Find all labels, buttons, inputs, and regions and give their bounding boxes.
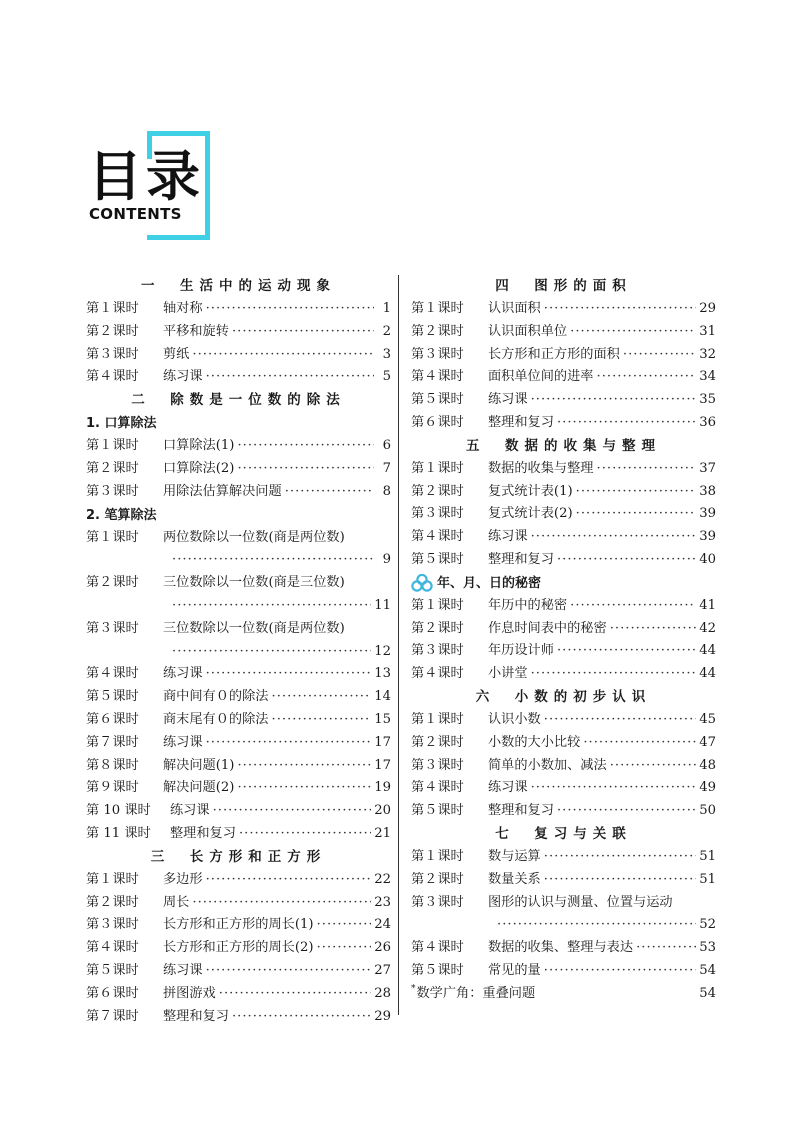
toc-entry[interactable]	[86, 1006, 391, 1029]
lesson-name: 口算除法(1)	[163, 438, 235, 454]
leader-dots	[172, 595, 371, 618]
page-number: 42	[699, 620, 716, 636]
lesson-name: 数量关系	[488, 871, 541, 887]
lesson-name: 简单的小数加、减法	[488, 757, 607, 773]
lesson-name: 整理和复习	[170, 825, 236, 841]
page-number: 39	[699, 529, 716, 545]
lesson-number: 第１课时	[411, 301, 464, 316]
lesson-number: 第１课时	[411, 711, 464, 727]
toc-entry[interactable]	[86, 481, 391, 504]
toc-entry[interactable]	[411, 800, 716, 823]
lesson-name: 认识面积	[488, 301, 541, 316]
chapter-title: 二 除数是一位数的除法	[131, 392, 346, 409]
leader-dots	[583, 732, 696, 755]
toc-entry[interactable]	[86, 527, 391, 573]
leader-dots	[610, 755, 697, 778]
lesson-name: 解决问题(1)	[163, 757, 235, 773]
toc-entry[interactable]	[86, 366, 391, 389]
page-subtitle: CONTENTS	[89, 205, 182, 223]
lesson-name: 年历设计师	[488, 643, 554, 659]
leader-dots	[206, 732, 372, 755]
lesson-number: 第７课时	[86, 734, 139, 750]
chapter-title: 一 生活中的运动现象	[141, 278, 336, 294]
page-number: 8	[382, 483, 391, 499]
page-number: 12	[374, 643, 391, 659]
page-number: 50	[699, 803, 716, 819]
lesson-number: 第４课时	[411, 529, 464, 545]
leader-dots	[192, 892, 371, 915]
lesson-name: 复式统计表(2)	[488, 506, 573, 522]
lesson-number: 第 11 课时	[86, 825, 151, 841]
lesson-name: 练习课	[163, 369, 203, 385]
lesson-name: 两位数除以一位数(商是两位数)	[163, 529, 345, 545]
leader-dots	[213, 800, 372, 823]
toc-entry[interactable]	[411, 618, 716, 641]
leader-dots	[206, 298, 374, 321]
lesson-name: 整理和复习	[488, 414, 554, 430]
leader-dots	[544, 960, 696, 983]
optional-marker: *	[411, 984, 416, 995]
toc-entry[interactable]	[86, 458, 391, 481]
lesson-name: 练习课	[170, 803, 210, 819]
leader-dots	[237, 458, 374, 481]
lesson-name: 口算除法(2)	[163, 460, 235, 476]
page-number: 37	[699, 460, 716, 476]
toc-entry[interactable]	[86, 983, 391, 1006]
lesson-number: 第４课时	[411, 940, 464, 956]
toc-entry[interactable]	[411, 937, 716, 960]
toc-right-column	[411, 275, 716, 1006]
leader-dots	[172, 549, 374, 572]
lesson-name: 练习课	[488, 529, 528, 545]
leader-dots	[544, 846, 696, 869]
leader-dots	[317, 914, 372, 937]
lesson-name: 长方形和正方形的周长(1)	[163, 917, 314, 933]
toc-entry[interactable]	[86, 914, 391, 937]
toc-entry[interactable]	[411, 640, 716, 663]
lesson-name: 数据的收集、整理与表达	[488, 940, 634, 956]
lesson-name: 数学广角：重叠问题	[416, 985, 536, 1001]
page-number: 34	[699, 369, 716, 385]
page-number: 19	[374, 780, 391, 796]
lesson-number: 第１课时	[86, 301, 139, 316]
lesson-number: 第５课时	[86, 689, 139, 705]
leader-dots	[531, 389, 697, 412]
chapter-title: 七 复习与关联	[495, 825, 632, 842]
toc-entry[interactable]	[411, 892, 716, 938]
toc-entry[interactable]	[411, 663, 716, 686]
lesson-number: 第６课时	[86, 711, 139, 727]
lesson-number: 第 10 课时	[86, 803, 151, 819]
page-number: 26	[374, 940, 391, 956]
chapter-title: 五 数据的收集与整理	[466, 437, 661, 454]
lesson-name: 认识面积单位	[488, 323, 568, 339]
toc-entry[interactable]	[411, 846, 716, 869]
toc-entry[interactable]	[86, 709, 391, 732]
toc-entry[interactable]	[411, 755, 716, 778]
leader-dots	[219, 983, 371, 1006]
lesson-number: 第３课时	[86, 917, 139, 933]
page-number: 13	[374, 666, 391, 682]
lesson-number: 第４课时	[411, 780, 464, 796]
lesson-number: 第３课时	[86, 346, 139, 362]
lesson-number: 第４课时	[86, 940, 139, 956]
page-number: 23	[374, 894, 391, 910]
toc-entry[interactable]	[411, 366, 716, 389]
toc-entry[interactable]	[411, 344, 716, 367]
toc-entry[interactable]	[86, 755, 391, 778]
leader-dots	[570, 595, 696, 618]
page-number: 24	[374, 917, 391, 933]
toc-entry[interactable]	[411, 503, 716, 526]
page-number: 44	[699, 666, 716, 682]
lesson-number: 第３课时	[411, 757, 464, 773]
lesson-name: 小讲堂	[488, 666, 528, 682]
leader-dots	[557, 800, 696, 823]
lesson-number: 第８课时	[86, 757, 139, 773]
lesson-name: 常见的量	[488, 962, 541, 978]
leader-dots	[172, 641, 371, 664]
page-number: 38	[699, 483, 716, 499]
leader-dots	[232, 1006, 371, 1029]
toc-entry[interactable]	[86, 435, 391, 458]
lesson-name: 解决问题(2)	[163, 780, 235, 796]
toc-entry[interactable]	[86, 321, 391, 344]
page-number: 39	[699, 506, 716, 522]
lesson-name: 商末尾有０的除法	[163, 711, 269, 727]
leader-dots	[285, 481, 374, 504]
lesson-number: 第５课时	[411, 392, 464, 408]
leader-dots	[232, 321, 374, 344]
toc-entry[interactable]	[411, 869, 716, 892]
lesson-name: 整理和复习	[163, 1008, 229, 1024]
page-number: 52	[699, 917, 716, 933]
lesson-name: 整理和复习	[488, 803, 554, 819]
lesson-name: 面积单位间的进率	[488, 369, 594, 385]
page-title: 目录	[88, 145, 204, 208]
lesson-name: 多边形	[163, 871, 203, 887]
lesson-number: 第１课时	[86, 438, 139, 454]
lesson-name: 拼图游戏	[163, 985, 216, 1001]
leader-dots	[531, 663, 697, 686]
lesson-number: 第２课时	[86, 894, 139, 910]
lesson-name: 练习课	[488, 392, 528, 408]
leader-dots	[237, 435, 374, 458]
leader-dots	[206, 869, 372, 892]
leader-dots	[497, 914, 696, 937]
toc-entry[interactable]	[86, 869, 391, 892]
toc-entry[interactable]	[411, 777, 716, 800]
page-number: 53	[699, 940, 716, 956]
toc-entry[interactable]	[411, 595, 716, 618]
toc-entry[interactable]	[411, 732, 716, 755]
section-title: 2. 笔算除法	[86, 507, 157, 523]
lesson-number: 第１课时	[411, 460, 464, 476]
leader-dots	[239, 823, 371, 846]
lesson-number: 第２课时	[86, 323, 139, 339]
lesson-name: 数与运算	[488, 848, 541, 864]
toc-entry[interactable]	[411, 389, 716, 412]
leader-dots	[206, 366, 374, 389]
leader-dots	[570, 321, 696, 344]
leader-dots	[544, 709, 696, 732]
lesson-number: 第５课时	[411, 803, 464, 819]
leader-dots	[544, 298, 696, 321]
toc-entry[interactable]	[86, 618, 391, 664]
toc-entry[interactable]	[411, 412, 716, 435]
page-number: 20	[374, 803, 391, 819]
lesson-number: 第５课时	[411, 962, 464, 978]
lesson-name: 剪纸	[163, 346, 190, 362]
lesson-number: 第２课时	[411, 620, 464, 636]
leader-dots	[576, 503, 697, 526]
lesson-name: 三位数除以一位数(商是两位数)	[163, 620, 345, 636]
leader-dots	[272, 709, 372, 732]
page-number: 5	[382, 369, 391, 385]
lesson-number: 第４课时	[411, 369, 464, 385]
toc-entry[interactable]	[86, 732, 391, 755]
lesson-name: 用除法估算解决问题	[163, 483, 282, 499]
page-number: 17	[374, 734, 391, 750]
leader-dots	[597, 458, 697, 481]
leader-dots	[544, 869, 696, 892]
lesson-name: 练习课	[163, 962, 203, 978]
lesson-name: 练习课	[163, 666, 203, 682]
lesson-name: 长方形和正方形的周长(2)	[163, 940, 314, 956]
leader-dots	[636, 937, 696, 960]
lesson-number: 第２课时	[86, 575, 139, 591]
toc-entry[interactable]	[86, 823, 391, 846]
page-number: 41	[699, 597, 716, 613]
lesson-number: 第２课时	[411, 734, 464, 750]
section-title: 1. 口算除法	[86, 416, 157, 432]
lesson-number: 第３课时	[86, 620, 139, 636]
toc-entry[interactable]	[86, 960, 391, 983]
lesson-number: 第３课时	[411, 346, 464, 362]
toc-entry[interactable]	[411, 298, 716, 321]
lesson-number: 第１课时	[411, 597, 464, 613]
page-number: 2	[382, 323, 391, 339]
page-number: 36	[699, 414, 716, 430]
toc-left-column	[86, 275, 391, 1028]
page-number: 6	[382, 438, 391, 454]
lesson-name: 周长	[163, 894, 190, 910]
page-number: 11	[374, 597, 391, 613]
lesson-number: 第３课时	[411, 894, 464, 910]
lesson-name: 数据的收集与整理	[488, 460, 594, 476]
toc-entry[interactable]	[86, 572, 391, 618]
toc-entry[interactable]	[411, 549, 716, 572]
toc-entry[interactable]	[86, 777, 391, 800]
lesson-name: 整理和复习	[488, 551, 554, 567]
lesson-number: 第６课时	[86, 985, 139, 1001]
page-number: 29	[699, 301, 716, 316]
lesson-number: 第９课时	[86, 780, 139, 796]
lesson-number: 第４课时	[411, 666, 464, 682]
leader-dots	[623, 344, 696, 367]
page-number: 40	[699, 551, 716, 567]
lesson-number: 第４课时	[86, 666, 139, 682]
lesson-number: 第２课时	[86, 460, 139, 476]
leader-dots	[576, 481, 697, 504]
page-number: 3	[382, 346, 391, 362]
leader-dots	[237, 777, 371, 800]
chapter-title: 四 图形的面积	[495, 278, 632, 294]
toc-entry[interactable]	[86, 663, 391, 686]
page-number: 27	[374, 962, 391, 978]
page-number: 29	[374, 1008, 391, 1024]
leader-dots	[597, 366, 697, 389]
leader-dots	[531, 526, 697, 549]
page-number: 45	[699, 711, 716, 727]
page-number: 28	[374, 985, 391, 1001]
page-number: 1	[382, 301, 391, 316]
toc-entry[interactable]	[86, 298, 391, 321]
leader-dots	[557, 549, 696, 572]
toc-entry[interactable]	[411, 983, 716, 1006]
lesson-number: 第２课时	[411, 323, 464, 339]
page-number: 22	[374, 871, 391, 887]
lesson-name: 小数的大小比较	[488, 734, 581, 750]
page-number: 9	[382, 552, 391, 568]
leader-dots	[317, 937, 372, 960]
toc-entry[interactable]	[411, 960, 716, 983]
page-number: 32	[699, 346, 716, 362]
page-number: 48	[699, 757, 716, 773]
leader-dots	[206, 663, 372, 686]
page-number: 31	[699, 323, 716, 339]
toc-entry[interactable]	[411, 481, 716, 504]
toc-entry[interactable]	[86, 937, 391, 960]
page-number: 54	[699, 985, 716, 1001]
toc-entry[interactable]	[86, 800, 391, 823]
leader-dots	[531, 777, 697, 800]
page-number: 54	[699, 962, 716, 978]
lesson-number: 第３课时	[411, 506, 464, 522]
lesson-number: 第７课时	[86, 1008, 139, 1024]
lesson-name: 平移和旋转	[163, 323, 229, 339]
lesson-number: 第２课时	[411, 483, 464, 499]
toc-entry[interactable]	[86, 892, 391, 915]
lesson-number: 第１课时	[86, 871, 139, 887]
page-number: 47	[699, 734, 716, 750]
lesson-name: 长方形和正方形的面积	[488, 346, 620, 362]
page-number: 21	[374, 825, 391, 841]
lesson-name: 练习课	[163, 734, 203, 750]
lesson-name: 作息时间表中的秘密	[488, 620, 607, 636]
page-number: 7	[382, 460, 391, 476]
lesson-number: 第３课时	[86, 483, 139, 499]
lesson-name: 复式统计表(1)	[488, 483, 573, 499]
toc-entry[interactable]	[411, 526, 716, 549]
lesson-number: 第１课时	[86, 529, 139, 545]
leader-dots	[192, 344, 374, 367]
lesson-number: 第３课时	[411, 643, 464, 659]
leader-dots	[272, 686, 372, 709]
lesson-name: 年历中的秘密	[488, 597, 568, 613]
page-number: 51	[699, 848, 716, 864]
chapter-title: 六 小数的初步认识	[475, 688, 652, 705]
page-number: 17	[374, 757, 391, 773]
toc-entry[interactable]	[411, 709, 716, 732]
special-section-title	[411, 572, 716, 595]
toc-entry[interactable]	[86, 686, 391, 709]
lesson-name: 图形的认识与测量、位置与运动	[488, 894, 673, 910]
page-number: 14	[374, 689, 391, 705]
lesson-name: 轴对称	[163, 301, 203, 316]
trefoil-icon	[411, 574, 433, 592]
leader-dots	[610, 618, 697, 641]
chapter-title: 三 长方形和正方形	[150, 848, 327, 865]
lesson-name: 商中间有０的除法	[163, 689, 269, 705]
page-number: 15	[374, 711, 391, 727]
toc-entry[interactable]	[411, 321, 716, 344]
lesson-number: 第４课时	[86, 369, 139, 385]
leader-dots	[206, 960, 372, 983]
column-divider	[398, 275, 399, 1015]
lesson-number: 第１课时	[411, 848, 464, 864]
lesson-number: 第６课时	[411, 414, 464, 430]
leader-dots	[557, 412, 696, 435]
leader-dots	[557, 640, 696, 663]
lesson-number: 第５课时	[86, 962, 139, 978]
page-number: 44	[699, 643, 716, 659]
page-number: 35	[699, 392, 716, 408]
lesson-name: 认识小数	[488, 711, 541, 727]
page-number: 49	[699, 780, 716, 796]
lesson-name: 三位数除以一位数(商是三位数)	[163, 575, 345, 591]
page-number: 51	[699, 871, 716, 887]
lesson-name: 练习课	[488, 780, 528, 796]
special-section-label: 年、月、日的秘密	[437, 575, 542, 591]
leader-dots	[237, 755, 371, 778]
lesson-number: 第２课时	[411, 871, 464, 887]
lesson-number: 第５课时	[411, 551, 464, 567]
toc-entry[interactable]	[411, 458, 716, 481]
toc-entry[interactable]	[86, 344, 391, 367]
